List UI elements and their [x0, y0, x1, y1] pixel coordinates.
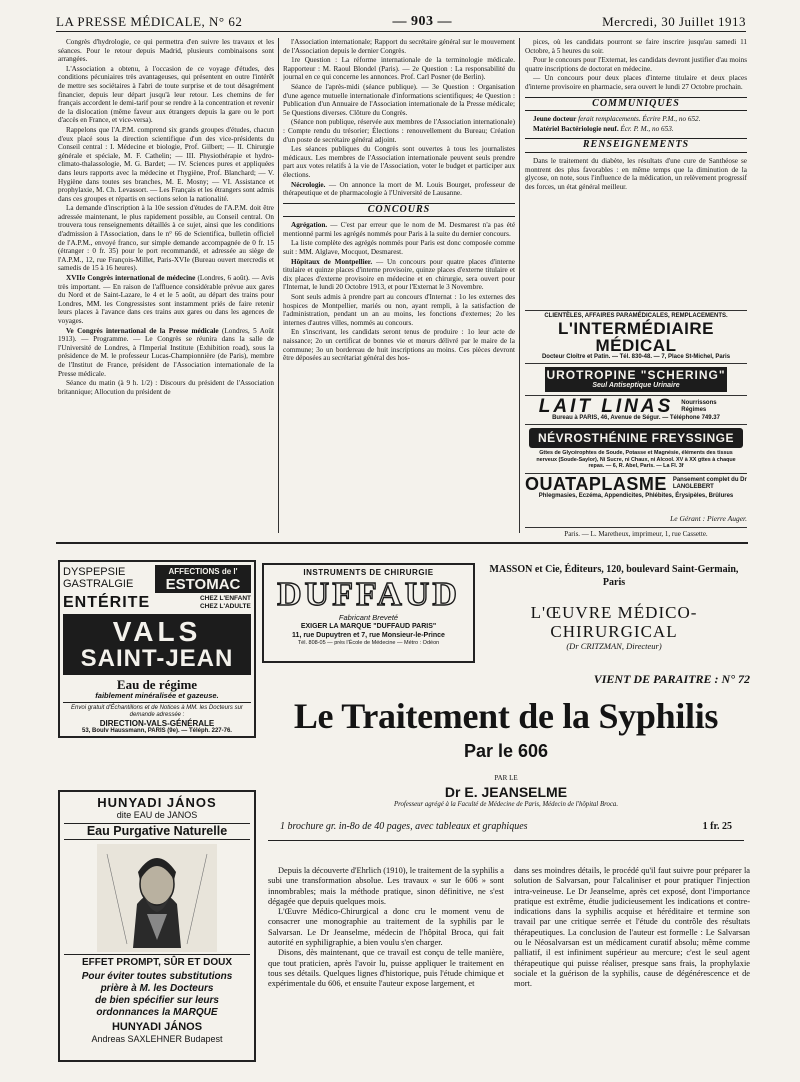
series-title: L'ŒUVRE MÉDICO-CHIRURGICAL: [530, 603, 698, 641]
book-price: 1 fr. 25: [702, 821, 732, 832]
ad-line: DYSPEPSIE: [63, 566, 126, 578]
ad-lait-linas: [525, 396, 747, 425]
ad-line: INSTRUMENTS DE CHIRURGIE: [303, 568, 434, 577]
ad-line: ESTOMAC: [165, 576, 241, 593]
paragraph-text: (Londres, 5 Août 1913). — Programme. — Le Congrès se réunira dans la salle de l'Université de Londres, à l'Imperial Institute (Exhibition road), sous la présidence de M. le professeur Lucas-Championnière (de Paris), membre de l'Institut de France, président de l'Association internationale de la Presse médicale.: [58, 326, 274, 378]
paragraph: [58, 274, 274, 326]
paragraph: Congrès d'hydrologie, ce qui permettra d'en suivre les travaux et les séances. Pour le retour depuis Madrid, plusieurs combinaisons sont arrangées.: [58, 38, 274, 64]
paragraph: [283, 181, 515, 198]
paragraph: dans ses moindres détails, le procédé qu'il faut suivre pour préparer la solution de Salvarsan, pour l'alcaliniser et pour pratiquer l'injection intra-veineuse. Le Dr Jeanselme, après cet exposé, dont l'importance pratique est extrême, étudie judicieusement les indications et contre-indications dans la syphilis acquise et héréditaire et termine son travail par une critique serrée et l'étude du contrôle des résultats thérapeutiques. La conclusion de l'auteur est formelle : Le Salvarsan ou le Néosalvarsan est un médicament curatif absolu; même comme palliatif, il est infiniment supérieur au mercure; c'est le seul agent thérapeutique qui puisse réaliser, presque sans frais, la prophylaxie sociale et la guérison de la syphilis, cause de dégénérescence et de mort.: [514, 866, 750, 989]
ad-brand: NÉVROSTHÉNINE FREYSSINGE: [529, 428, 743, 448]
section-heading-communiques: COMMUNIQUÉS: [525, 97, 747, 112]
page-number: — 903 —: [392, 13, 452, 29]
ad-tagline: CLIENTÈLES, AFFAIRES PARAMÉDICALES, REMPLACEMENTS.: [544, 313, 728, 319]
ad-tagline: Nourrissons Régimes: [681, 399, 717, 413]
classified-ad: [525, 125, 747, 134]
book-subtitle: Par le 606: [463, 741, 549, 761]
section-heading-concours: CONCOURS: [283, 203, 515, 218]
column-3: [525, 38, 747, 306]
ad-brand: LAIT LINAS: [538, 396, 674, 417]
ad-brand: L'INTERMÉDIAIRE MÉDICAL: [557, 319, 715, 355]
paragraph: pices, où les candidats pourront se faire inscrire jusqu'au samedi 11 Octobre, à 5 heures du soir.: [525, 38, 747, 55]
book-title: Le Traitement de la Syphilis: [293, 696, 719, 736]
ad-line: dite EAU de JANOS: [116, 810, 198, 820]
section-divider: [56, 542, 748, 544]
ad-line: CHEZ L'ADULTE: [199, 603, 251, 610]
ad-text: Écr. P. M., no 653.: [620, 124, 674, 133]
ad-line: Fabricant Breveté: [338, 613, 399, 622]
paragraph-text: — Un concours pour quatre places d'interne titulaire et quinze places d'interne provisoire, quinze places d'externe titulaire et dix places d'externe provisoire en médecine et en chirurgie, sera ouvert pour l'Internat, le lundi 20 Octobre 1913, et pour l'Externat le 3 Novembre.: [283, 257, 515, 292]
new-issue: VIENT DE PARAITRE : N° 72: [593, 672, 750, 686]
ad-line: Envoi gratuit d'Échantillons et de Notices à MM. les Docteurs sur demande adressée :: [71, 705, 243, 718]
gerant-line: Le Gérant : Pierre Auger.: [670, 514, 747, 523]
ad-line: Eau de régime: [116, 677, 198, 692]
ad-line: 11, rue Dupuytren et 7, rue Monsieur-le-Prince: [292, 632, 445, 639]
ad-nevrosthenine: [525, 425, 747, 474]
paragraph-title: Nécrologie.: [291, 180, 326, 189]
small-ads: [525, 310, 747, 502]
ad-line: DIRECTION-VALS-GÉNÉRALE: [99, 719, 215, 728]
column-1: [58, 38, 274, 533]
ad-vals-saint-jean: [58, 560, 256, 738]
ad-tagline: Seul Antiseptique Urinaire: [592, 382, 680, 389]
paragraph-text: — C'est par erreur que le nom de M. Desmarest n'a pas été mentionné parmi les agrégés nommés pour Paris à la suite du dernier concours.: [283, 221, 515, 238]
ad-line: prière à M. les Docteurs: [100, 983, 214, 994]
ad-details: Phlegmasies, Eczéma, Appendicites, Phlébites, Érysipèles, Brûlures: [538, 492, 734, 499]
paragraph: Séance de l'après-midi (séance publique). — 3e Question : Organisation d'une agence mutuelle internationale d'informations scientifiques; 4e Question : Publication d'un Annuaire de l'Association internationale de la Presse médicale; 5e Questions diverses. Clôture du Congrès.: [283, 82, 515, 117]
ad-line: GASTRALGIE: [63, 578, 134, 590]
paragraph: 1re Question : La réforme internationale de la terminologie médicale. Rapporteur : M. Raoul Blondel (Paris). — 2e Question : La responsabilité du journal en ce qui concerne les annonces. Prof. Carl Posner (de Berlin).: [283, 56, 515, 82]
paragraph: L'Œuvre Médico-Chirurgical a donc cru le moment venu de consacrer une monographie au traitement de la syphilis par le Salvarsan. Le Dr Jeanselme, médecin de l'hôpital Broca, qui fait autorité en syphiligraphie, a bien voulu s'en charger.: [268, 907, 504, 948]
ad-address: Docteur Cloître et Patin. — Tél. 830-48. — 7, Place St-Michel, Paris: [541, 354, 731, 360]
paragraph: Depuis la découverte d'Ehrlich (1910), le traitement de la syphilis a subi une transformation absolue. Les travaux « sur le 606 » sont innombrables; mais la méthode pratique, sinon définitive, ne s'est dégagée que depuis quelques mois.: [268, 866, 504, 906]
printer-line: Paris. — L. Maretheux, imprimeur, 1, rue Cassette.: [525, 527, 747, 538]
ad-line: EXIGER LA MARQUE "DUFFAUD PARIS": [300, 623, 437, 630]
paragraph-text: (Londres, 6 août). — Avis très important. — En raison de l'affluence considérable prévue aux gares du Nord et de Saint-Lazare, le 4 et le 5 août, au départ des trains pour Londres, MM. les Congressistes sont instamment priés de faire retenir leurs places à l'avance dans ces trains aux gares ou dans les agences de voyages.: [58, 274, 274, 325]
ad-ouataplasme: [525, 474, 747, 502]
paragraph: [283, 221, 515, 238]
paragraph: En s'inscrivant, les candidats seront tenus de produire : 1o leur acte de naissance; 2o un certificat de bonnes vie et mœurs délivré par le maire de la commune; 3o un bordereau de huit inscriptions au moins. Ces pièces devront être déposées au secrétariat général des hos-: [283, 328, 515, 363]
ad-line: CHEZ L'ENFANT: [199, 595, 251, 602]
ad-line: Eau Purgative Naturelle: [64, 823, 250, 840]
publisher-line: MASSON et Cie, Éditeurs, 120, boulevard Saint-Germain, Paris: [489, 564, 739, 588]
paragraph-title: Agrégation.: [291, 221, 328, 230]
ad-line: ENTÉRITE: [63, 594, 151, 611]
ad-brand: UROTROPINE "SCHERING": [546, 368, 726, 382]
by-line: PAR LE: [494, 774, 518, 782]
column-2: [283, 38, 515, 533]
ad-line: EFFET PROMPT, SÛR ET DOUX: [64, 954, 250, 969]
book-author: Dr E. JEANSELME: [444, 784, 568, 800]
series-director: (Dr CRITZMAN, Directeur): [566, 641, 662, 651]
ad-masson-header: [478, 563, 750, 686]
ad-title: Matériel Bactériologie neuf.: [533, 124, 619, 133]
paragraph-title: XVIIe Congrès international de médecine: [66, 274, 196, 283]
classified-ad: [525, 115, 747, 124]
author-affiliation: Professeur agrégé à la Faculté de Médecine de Paris, Médecin de l'hôpital Broca.: [393, 801, 619, 808]
ad-hunyadi-janos: [58, 790, 256, 1062]
paragraph-title: Hôpitaux de Montpellier.: [291, 257, 373, 266]
paragraph: — Un concours pour deux places d'interne titulaire et deux places d'interne provisoire en pharmacie, sera ouvert le lundi 27 Octobre prochain.: [525, 74, 747, 91]
issue-date: Mercredi, 30 Juillet 1913: [602, 13, 746, 29]
paragraph: L'Association a obtenu, à l'occasion de ce voyage d'études, des conditions pécuniaires très avantageuses, qui présentent en outre l'intérêt de mettre ses sociétaires à l'abri de toute surprise et de tout désagrément financier, depuis leur départ jusqu'à leur retour. Les chemins de fer français accordent le demi-tarif pour se rendre à la concentration et revenir de la dislocation (même faveur aux étrangers depuis la gare ou le port d'accès en France, et vice-versa).: [58, 64, 274, 125]
section-heading-renseignements: RENSEIGNEMENTS: [525, 138, 747, 153]
paragraph: [58, 327, 274, 379]
ad-title: Jeune docteur: [533, 115, 577, 124]
ad-brand: SAINT-JEAN: [80, 645, 234, 672]
paragraph: Disons, dès maintenant, que ce travail est conçu de telle manière, que tout praticien, après l'avoir lu, puisse appliquer le traitement en tous ses détails. Quelques lignes d'historique, puis l'étude chimique et expérimentale du 606, et ensuite l'auteur expose largement, et: [268, 948, 504, 989]
ad-details: Gttes de Glycérophtes de Soude, Potasse et Magnésie, éléments des tissus nerveux (Soude-Saylor), Ni Sucre, ni Chaux, ni Alcool. XV à XX gttes à chaque repas. — 6, R. Abel, Paris. — La Fl. 3f: [536, 450, 736, 469]
ad-line: ordonnances la MARQUE: [96, 1007, 218, 1018]
ad-brand: HUNYADI JÁNOS: [111, 1021, 203, 1033]
ad-intermediaire-medical: [525, 310, 747, 364]
paragraph: l'Association internationale; Rapport du secrétaire général sur le mouvement de l'Association depuis le dernier Congrès.: [283, 38, 515, 55]
ad-brand: VALS: [112, 616, 202, 647]
ad-tagline: Pansement complet du Dr LANGLEBERT: [672, 477, 747, 490]
paragraph: Dans le traitement du diabète, les résultats d'une cure de Santhéose se montrent des plus favorables : en même temps que la diminution de la glycose, on note, sous l'influence de la médication, un relèvement progressif des forces, un état général meilleur.: [525, 156, 747, 191]
ad-brand: HUNYADI JÁNOS: [97, 795, 217, 810]
paragraph: La demande d'inscription à la 10e session d'études de l'A.P.M. doit être adressée maintenant, le plus rapidement possible, au Conseil central. On trouvera tous renseignements détaillés à ce sujet, ainsi que les conditions d'admission à l'Association, dans le n° 66 de Scientifica, bulletin officiel de l'A.P.M., envoyé franco, sur simple demande accompagnée de 0 fr. 15 (étranger : 0 fr. 35) pour le port recommandé, et adressée au siège de l'A.P.M., 12, rue François-Millet, Paris-XVIe (Bureau ouvert mercredis et samedis de 15 à 16 heures).: [58, 204, 274, 273]
paragraph: Séance du matin (à 9 h. 1/2) : Discours du président de l'Association britannique; Allocution du président de: [58, 379, 274, 396]
ad-urotropine: [525, 364, 747, 396]
journal-title: LA PRESSE MÉDICALE, N° 62: [56, 13, 243, 29]
ad-line: Tél. 808-05 — près l'École de Médecine — Métro : Odéon: [297, 640, 440, 646]
ad-line: de bien spécifier sur leurs: [95, 995, 219, 1006]
masthead: [56, 12, 746, 32]
paragraph: La liste complète des agrégés nommés pour Paris est donc composée comme suit : MM. Alglave, Mocquot, Desmarest.: [283, 239, 515, 257]
ad-line: Andreas SAXLEHNER Budapest: [91, 1034, 223, 1044]
paragraph-text: — On annonce la mort de M. Louis Bourget, professeur de thérapeutique et de pharmacologie à l'Université de Lausanne.: [283, 180, 515, 198]
portrait-illustration: [64, 842, 250, 954]
portrait-icon: [97, 844, 217, 952]
book-description-left: [268, 866, 504, 990]
paragraph: Rappelons que l'A.P.M. comprend six grands groupes d'études, chacun d'eux placé sous la direction scientifique d'un des vice-présidents du Conseil central : I. Médecine et biologie, Prof. Gilbert; — II. Chirurgie générale et spéciale, M. F. Cathelin; — III. Physiothérapie et hydro-climato-thalassologie, M. G. Bardet; — IV. Sciences pures et appliquées dans leurs rapports avec la médecine et l'hygiène, Prof. Blanchard; — V. Hygiène dans toutes ses branches, M. E. Mosny; — VI. Assistance et prophylaxie, M. Ch. Levassort. — Les Français et les étrangers sont admis dans ces groupes et répartis en sections selon la nationalité.: [58, 125, 274, 203]
paragraph-title: Ve Congrès international de la Presse médicale: [66, 326, 219, 335]
paragraph: Pour le concours pour l'Externat, les candidats devront justifier d'au moins quatre inscriptions de doctorat en médecine.: [525, 56, 747, 73]
ad-brand: DUFFAUD: [277, 576, 460, 613]
ad-address: Bureau à PARIS, 46, Avenue de Ségur. — Téléphone 749.37: [552, 415, 720, 421]
paragraph: Les séances publiques du Congrès sont ouvertes à tous les journalistes médicaux. Les membres de l'Association internationale peuvent seuls prendre part aux votes relatifs à la vie de l'Association, voter le budget et participer aux élections.: [283, 145, 515, 179]
book-format: 1 brochure gr. in-8o de 40 pages, avec tableaux et graphiques: [280, 821, 528, 832]
ad-line: faiblement minéralisée et gazeuse.: [95, 691, 219, 700]
ad-text: ferait remplacements. Écrire P.M., no 652.: [578, 115, 701, 124]
paragraph: [283, 258, 515, 292]
ad-line: 53, Boulv Haussmann, PARIS (9e). — Téléph. 227-76.: [82, 728, 232, 734]
paragraph: (Séance non publique, réservée aux membres de l'Association internationale) : Compte rendu du trésorier; Élections : renouvellement du Bureau; Création d'un poste de secrétaire général adjoint.: [283, 118, 515, 144]
ad-duffaud: [262, 563, 475, 663]
ad-brand: OUATAPLASME: [525, 473, 667, 494]
column-rule: [519, 38, 520, 533]
column-rule: [278, 38, 279, 533]
paragraph: Sont seuls admis à prendre part au concours d'Internat : 1o les externes des hospices de Montpellier, mariés ou non, ayant rempli, à la satisfaction de l'administration, pendant un an au moins, les fonctions d'externes; 2o les internes d'autres villes, nommés au concours.: [283, 293, 515, 327]
book-description-right: [514, 866, 750, 990]
ad-line: AFFECTIONS de l': [168, 567, 238, 576]
ad-line: Pour éviter toutes substitutions: [81, 971, 233, 982]
